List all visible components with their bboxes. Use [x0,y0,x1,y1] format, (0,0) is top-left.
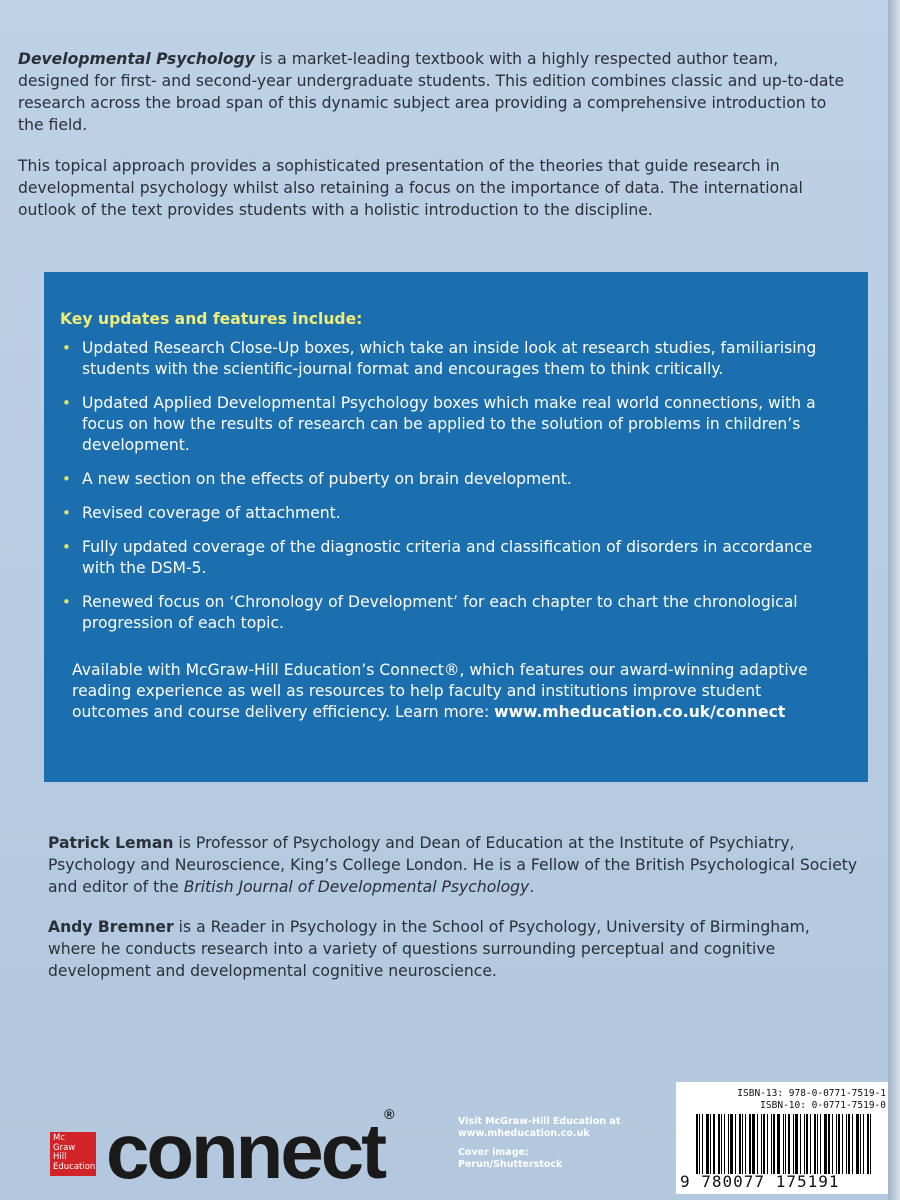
barcode [696,1114,876,1174]
page-edge [888,0,900,1200]
barcode-bar [713,1114,715,1174]
cover-credit: Cover image: [458,1147,529,1158]
barcode-bar [724,1114,725,1174]
barcode-bar [699,1114,700,1174]
barcode-bar [763,1114,765,1174]
bullet-icon: • [62,394,71,412]
connect-availability-text: Available with McGraw-Hill Education’s Connect®, which features our award-winning adaptive reading experience as well as resources to help faculty and institutions improve student outcomes and course delivery efficiency. Learn more: www.mheducation.co.uk/connect [72,661,808,721]
intro-paragraph-2: This topical approach provides a sophisticated presentation of the theories that guide research in developmental psychology whilst also retaining a focus on the importance of data. The international outlook of the text provides students with a holistic introduction to the discipline. [18,157,803,219]
intro-paragraph-1-text: is a market-leading textbook with a highly respected author team, designed for first- and second-year undergraduate students. This edition combines classic and up-to-date research across the broad span of this dynamic subject area providing a comprehensive introduction to the field. [18,50,845,134]
barcode-bar [742,1114,743,1174]
publisher-info: Visit McGraw-Hill Education at www.mheducation.co.uk Cover image: Perun/Shutterstock [458,1116,621,1170]
barcode-bar [702,1114,703,1174]
barcode-bar [836,1114,837,1174]
barcode-bar [730,1114,733,1174]
author-bio-leman: Patrick Leman is Professor of Psychology and Dean of Education at the Institute of Psychiatry, Psychology and Neuroscience, King’s College London. He is a Fellow of the British Psychological Society and editor of the British Journal of Developmental Psychology. [48,834,858,896]
barcode-bar [848,1114,850,1174]
bullet-icon: • [62,593,71,611]
bullet-icon: • [62,538,71,556]
author-bios [48,832,858,1000]
features-list [60,338,840,634]
isbn-10: ISBN-10: 0-0771-7519-0 [760,1100,886,1111]
barcode-bar [710,1114,711,1174]
connect-url: www.mheducation.co.uk/connect [494,703,786,721]
barcode-bar [757,1114,758,1174]
barcode-bar [814,1114,816,1174]
book-title: Developmental Psychology [18,50,255,68]
barcode-bar [795,1114,798,1174]
connect-logo: connect® [106,1106,395,1195]
bullet-icon: • [62,470,71,488]
features-box [44,272,868,782]
barcode-bar [870,1114,871,1174]
barcode-number: 9 780077 175191 [680,1172,840,1191]
list-item: • Updated Research Close-Up boxes, which take an inside look at research studies, familiarising students with the scientific-journal format and encourages them to think critically. [62,339,817,378]
barcode-bar [846,1114,847,1174]
barcode-bar [832,1114,833,1174]
barcode-bar [735,1114,736,1174]
barcode-panel [676,1082,890,1194]
bullet-icon: • [62,504,71,522]
barcode-bar [824,1114,827,1174]
barcode-bar [806,1114,808,1174]
barcode-bar [788,1114,790,1174]
barcode-bar [745,1114,746,1174]
list-item: • Renewed focus on ‘Chronology of Development’ for each chapter to chart the chronological progression of each topic. [62,593,798,632]
list-item: • Revised coverage of attachment. [62,504,341,522]
barcode-bar [771,1114,772,1174]
barcode-bar [696,1114,698,1174]
barcode-bar [838,1114,840,1174]
barcode-bar [867,1114,869,1174]
barcode-bar [718,1114,720,1174]
list-item: • A new section on the effects of puberty on brain development. [62,470,572,488]
list-item: • Updated Applied Developmental Psychology boxes which make real world connections, with a focus on how the results of research can be applied to the solution of problems in children’s development. [62,394,816,454]
barcode-bar [817,1114,818,1174]
barcode-bar [761,1114,762,1174]
barcode-bar [777,1114,780,1174]
barcode-bar [752,1114,755,1174]
author-name: Patrick Leman [48,834,174,852]
barcode-bar [810,1114,811,1174]
barcode-bar [856,1114,859,1174]
journal-title: British Journal of Developmental Psychology [183,878,530,896]
list-item: • Fully updated coverage of the diagnostic criteria and classification of disorders in accordance with the DSM-5. [62,538,813,577]
intro-paragraph-1 [18,48,848,136]
isbn-13: ISBN-13: 978-0-0771-7519-1 [737,1088,886,1099]
barcode-bar [820,1114,821,1174]
author-name: Andy Bremner [48,918,174,936]
barcode-bar [767,1114,768,1174]
barcode-bar [842,1114,843,1174]
barcode-bar [793,1114,794,1174]
barcode-bar [706,1114,709,1174]
barcode-bar [785,1114,786,1174]
barcode-bar [852,1114,853,1174]
barcode-bar [804,1114,805,1174]
barcode-bar [863,1114,864,1174]
barcode-bar [800,1114,801,1174]
barcode-bar [739,1114,741,1174]
author-bio-bremner: Andy Bremner is a Reader in Psychology in the School of Psychology, University of Birmingham, where he conducts research into a variety of questions surrounding perceptual and cognitive development and developmental cognitive neuroscience. [48,918,810,980]
barcode-bar [728,1114,729,1174]
barcode-bar [773,1114,775,1174]
barcode-bar [828,1114,830,1174]
barcode-bar [749,1114,751,1174]
bullet-icon: • [62,339,71,357]
intro-section [18,48,848,240]
barcode-bar [721,1114,722,1174]
barcode-bar [860,1114,861,1174]
features-heading: Key updates and features include: [60,310,363,328]
barcode-bar [783,1114,784,1174]
mcgraw-hill-logo: Mc Graw Hill Education [50,1132,96,1176]
